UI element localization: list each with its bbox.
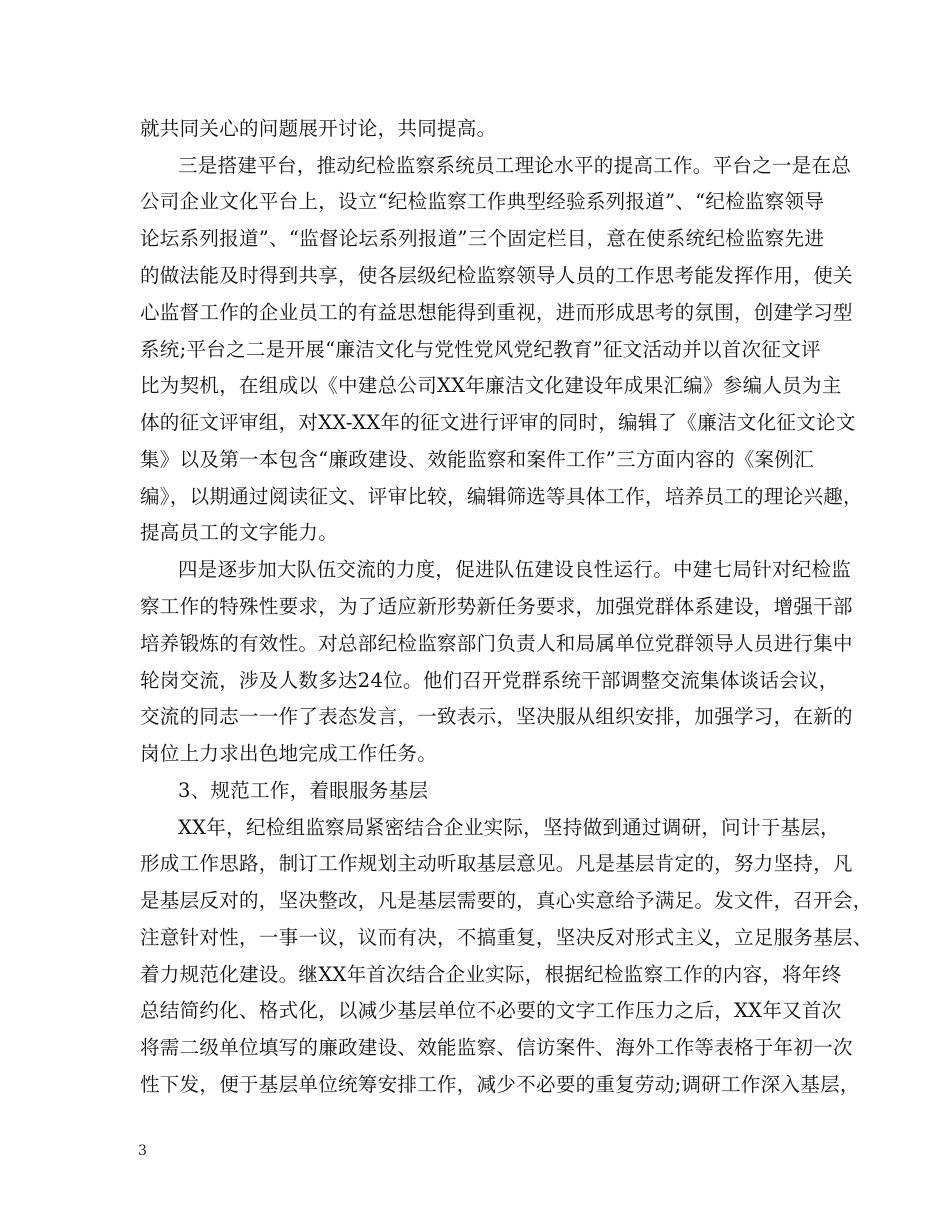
text-line: 将需二级单位填写的廉政建设、效能监察、信访案件、海外工作等表格于年初一次 <box>140 1036 853 1059</box>
text-line: 的做法能及时得到共享，使各层级纪检监察领导人员的工作思考能发挥作用，使关 <box>140 264 853 287</box>
paragraph-start-line: 四是逐步加大队伍交流的力度，促进队伍建设良性运行。中建七局针对纪检监 <box>178 558 852 581</box>
paragraph-start-line: 三是搭建平台，推动纪检监察系统员工理论水平的提高工作。平台之一是在总 <box>178 154 852 177</box>
text-line: 察工作的特殊性要求，为了适应新形势新任务要求，加强党群体系建设，增强干部 <box>140 595 853 618</box>
text-line: 公司企业文化平台上，设立“纪检监察工作典型经验系列报道”、“纪检监察领导 <box>140 190 825 213</box>
text-line: 岗位上力求出色地完成工作任务。 <box>140 742 438 765</box>
text-line: 体的征文评审组，对XX-XX年的征文进行评审的同时，编辑了《廉洁文化征文论文 <box>140 411 856 434</box>
text-line: 轮岗交流，涉及人数多达24位。他们召开党群系统干部调整交流集体谈话会议， <box>140 669 839 692</box>
text-line: 总结简约化、格式化，以减少基层单位不必要的文字工作压力之后，XX年又首次 <box>140 999 842 1022</box>
text-line: 培养锻炼的有效性。对总部纪检监察部门负责人和局属单位党群领导人员进行集中 <box>140 632 853 655</box>
text-line: 系统;平台之二是开展“廉洁文化与党性党风党纪教育”征文活动并以首次征文评 <box>140 338 821 361</box>
text-line: 比为契机，在组成以《中建总公司XX年廉洁文化建设年成果汇编》参编人员为主 <box>140 374 842 397</box>
text-line: 注意针对性，一事一议，议而有决，不搞重复，坚决反对形式主义，立足服务基层、 <box>140 926 873 949</box>
text-line: 交流的同志一一作了表态发言，一致表示，坚决服从组织安排，加强学习，在新的 <box>140 705 853 728</box>
text-line: 性下发，便于基层单位统筹安排工作，减少不必要的重复劳动;调研工作深入基层， <box>140 1073 860 1096</box>
section-heading: 3、规范工作，着眼服务基层 <box>178 779 429 802</box>
text-line: 论坛系列报道”、“监督论坛系列报道”三个固定栏目，意在使系统纪检监察先进 <box>140 227 825 250</box>
text-line: 集》以及第一本包含“廉政建设、效能监察和案件工作”三方面内容的《案例汇 <box>140 448 814 471</box>
text-line: 是基层反对的，坚决整改，凡是基层需要的，真心实意给予满足。发文件，召开会， <box>140 889 873 912</box>
text-line: 心监督工作的企业员工的有益思想能得到重视，进而形成思考的氛围，创建学习型 <box>140 301 853 324</box>
text-line: 就共同关心的问题展开讨论，共同提高。 <box>140 117 497 140</box>
text-line: 编》，以期通过阅读征文、评审比较，编辑筛选等具体工作，培养员工的理论兴趣， <box>140 485 863 508</box>
page-number: 3 <box>138 1143 147 1159</box>
paragraph-start-line: XX年，纪检组监察局紧密结合企业实际，坚持做到通过调研，问计于基层， <box>178 816 840 839</box>
text-line: 提高员工的文字能力。 <box>140 521 339 544</box>
text-line: 形成工作思路，制订工作规划主动听取基层意见。凡是基层肯定的，努力坚持，凡 <box>140 852 853 875</box>
text-line: 着力规范化建设。继XX年首次结合企业实际，根据纪检监察工作的内容，将年终 <box>140 963 842 986</box>
